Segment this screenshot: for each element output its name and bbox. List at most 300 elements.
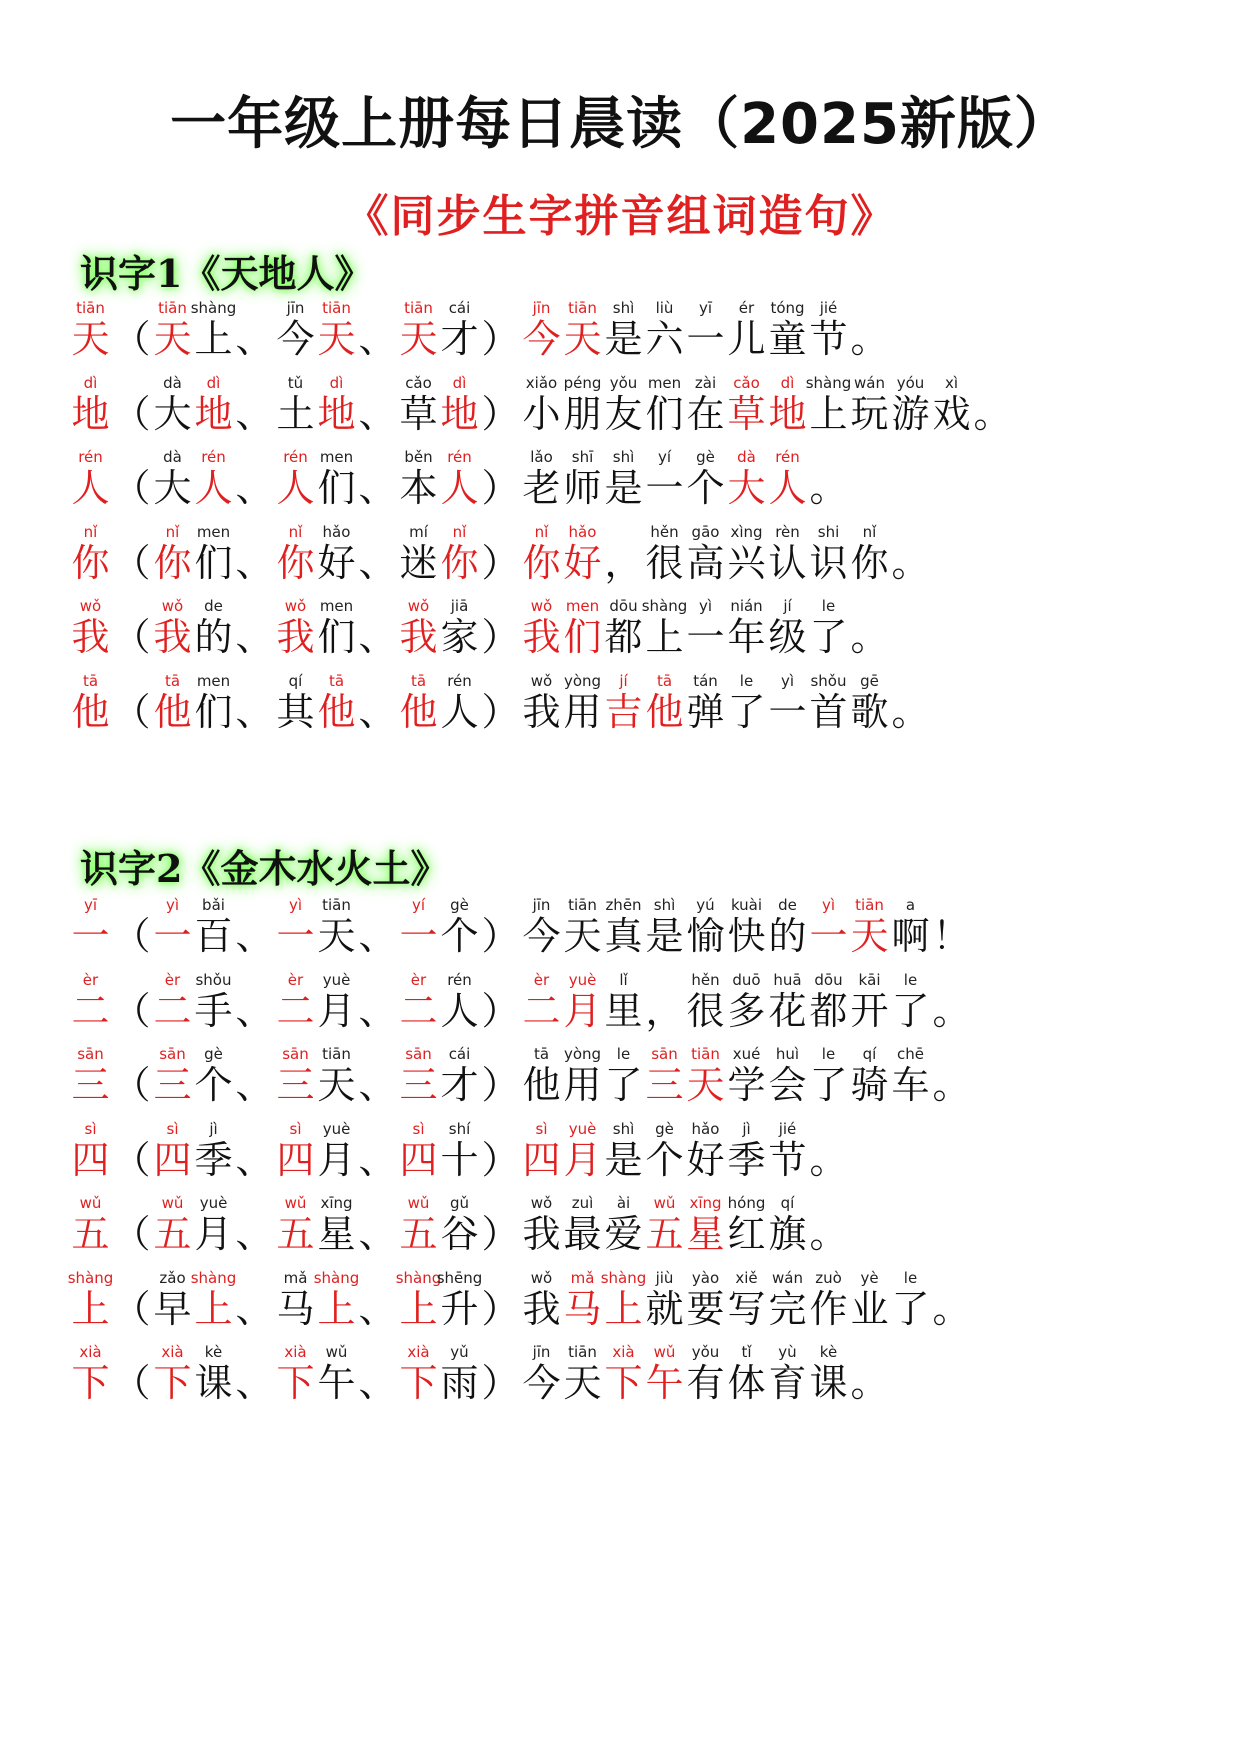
hanzi-char: 三 <box>399 1063 438 1107</box>
pinyin-label: shàng <box>641 597 688 615</box>
hanzi-char: 他 <box>399 689 438 734</box>
char-unit <box>439 671 480 751</box>
pinyin-label: gē <box>860 671 879 690</box>
hanzi-char: 就 <box>645 1286 684 1331</box>
hanzi-char: 地 <box>194 391 233 436</box>
pinyin-label: chē <box>897 1045 924 1063</box>
hanzi-char: 、 <box>235 317 274 361</box>
pinyin-label: shàng <box>190 299 237 317</box>
pinyin-label: èr <box>164 970 181 989</box>
pinyin-label: ér <box>738 299 755 317</box>
hanzi-char: 雨 <box>440 1361 479 1405</box>
pinyin-label: tǐ <box>741 1343 752 1361</box>
hanzi-char: （ <box>112 914 151 958</box>
hanzi-char: 天 <box>850 914 889 958</box>
char-unit <box>439 373 480 453</box>
pinyin-label: shì <box>653 896 676 914</box>
char-unit <box>70 1119 111 1199</box>
hanzi-char: 一 <box>153 914 192 958</box>
char-unit <box>767 1193 808 1273</box>
hanzi-char: 了 <box>809 1063 848 1107</box>
hanzi-char: （ <box>112 466 151 510</box>
hanzi-char: ） <box>481 391 520 436</box>
pinyin-label: cái <box>448 299 471 317</box>
char-unit <box>439 1193 480 1273</box>
pinyin-label: liù <box>655 299 674 317</box>
pinyin-label: le <box>821 597 836 615</box>
pinyin-label: gè <box>450 896 469 914</box>
hanzi-char: 骑 <box>850 1063 889 1107</box>
page-subtitle: 《同步生字拼音组词造句》 <box>344 191 897 242</box>
pinyin-label: tiān <box>322 299 351 317</box>
char-unit <box>436 1268 483 1348</box>
hanzi-char: （ <box>112 1286 151 1331</box>
hanzi-char: 天 <box>563 914 602 958</box>
pinyin-label: jiù <box>655 1268 674 1287</box>
hanzi-char: 五 <box>276 1212 315 1256</box>
hanzi-char: 好 <box>563 540 602 585</box>
section-heading-2: 识字2《金木水火土》 <box>80 846 449 891</box>
pinyin-label: le <box>821 1045 836 1063</box>
pinyin-label: yī <box>698 299 713 317</box>
hanzi-char: 、 <box>358 540 397 585</box>
hanzi-char: 上 <box>317 1286 356 1331</box>
hanzi-char: 。 <box>891 540 930 585</box>
pinyin-label: shàng <box>190 1268 237 1287</box>
pinyin-label: tǔ <box>287 373 304 392</box>
pinyin-label: qí <box>862 1045 877 1063</box>
char-unit <box>316 1044 357 1124</box>
hanzi-char: 天 <box>153 317 192 361</box>
hanzi-char: 、 <box>358 1286 397 1331</box>
char-unit <box>931 1268 972 1348</box>
char-unit <box>439 1119 480 1199</box>
pinyin-label: wǒ <box>79 597 102 615</box>
hanzi-char: 愉 <box>686 914 725 958</box>
hanzi-char: 学 <box>727 1063 766 1107</box>
hanzi-char: 我 <box>399 615 438 659</box>
hanzi-char: 花 <box>768 988 807 1033</box>
pinyin-label: yù <box>778 1343 797 1361</box>
pinyin-label: sì <box>412 1119 425 1138</box>
hanzi-char: 啊 <box>891 914 930 958</box>
pinyin-label: nǐ <box>452 522 467 541</box>
pinyin-label: le <box>903 1268 918 1287</box>
hanzi-char: 。 <box>932 988 971 1033</box>
hanzi-char: 上 <box>645 615 684 659</box>
hanzi-char: 课 <box>194 1361 233 1405</box>
pinyin-label: wǔ <box>653 1194 676 1212</box>
hanzi-char: （ <box>112 1137 151 1182</box>
hanzi-char: 、 <box>235 391 274 436</box>
hanzi-char: 今 <box>522 914 561 958</box>
pinyin-label: yuè <box>322 1119 351 1138</box>
hanzi-char: 四 <box>153 1137 192 1182</box>
pinyin-label: zuò <box>815 1268 842 1287</box>
hanzi-char: 五 <box>399 1212 438 1256</box>
pinyin-label: sì <box>84 1119 97 1138</box>
pinyin-label: cái <box>448 1045 471 1063</box>
pinyin-label: yǒu <box>691 1343 720 1361</box>
pinyin-label: men <box>647 373 682 392</box>
pinyin-label: zǎo <box>159 1268 186 1287</box>
char-unit <box>808 1119 849 1199</box>
pinyin-label: tā <box>410 671 427 690</box>
pinyin-label: yí <box>657 448 672 466</box>
hanzi-char: 了 <box>891 1286 930 1331</box>
hanzi-char: 。 <box>809 1137 848 1182</box>
hanzi-char: 们 <box>194 689 233 734</box>
pinyin-label: shàng <box>805 373 852 392</box>
hanzi-char: 了 <box>604 1063 643 1107</box>
hanzi-char: 地 <box>768 391 807 436</box>
pinyin-label: tā <box>82 671 99 690</box>
char-unit <box>439 447 480 527</box>
pinyin-label: nǐ <box>288 522 303 541</box>
hanzi-char: 四 <box>399 1137 438 1182</box>
pinyin-label: ài <box>616 1194 631 1212</box>
char-unit <box>70 970 111 1050</box>
pinyin-label: nián <box>730 597 763 615</box>
char-unit <box>316 522 357 602</box>
pinyin-label: shǒu <box>810 671 847 690</box>
char-unit <box>193 895 234 975</box>
hanzi-char: 童 <box>768 317 807 361</box>
pinyin-label: yì <box>821 896 836 914</box>
char-unit <box>316 1342 357 1422</box>
hanzi-char: 地 <box>440 391 479 436</box>
hanzi-char: 高 <box>686 540 725 585</box>
char-unit <box>70 671 111 751</box>
hanzi-char: 天 <box>317 317 356 361</box>
hanzi-char: 一 <box>71 914 110 958</box>
char-unit <box>439 895 480 975</box>
hanzi-char: 、 <box>235 1063 274 1107</box>
pinyin-label: nǐ <box>165 522 180 541</box>
hanzi-char: 地 <box>71 391 110 436</box>
hanzi-char: 三 <box>153 1063 192 1107</box>
char-unit <box>439 970 480 1050</box>
hanzi-char: ） <box>481 689 520 734</box>
pinyin-label: dōu <box>814 970 843 989</box>
pinyin-label: wǔ <box>407 1194 430 1212</box>
char-unit <box>931 895 972 975</box>
char-unit <box>70 895 111 975</box>
hanzi-char: 个 <box>440 914 479 958</box>
hanzi-char: （ <box>112 988 151 1033</box>
hanzi-char: 、 <box>358 1137 397 1182</box>
hanzi-char: 育 <box>768 1361 807 1405</box>
hanzi-char: 朋 <box>563 391 602 436</box>
pinyin-label: wán <box>772 1268 803 1287</box>
pinyin-label: shàng <box>395 1268 442 1287</box>
char-unit <box>316 970 357 1050</box>
hanzi-char: 节 <box>809 317 848 361</box>
pinyin-label: yì <box>698 597 713 615</box>
pinyin-label: jì <box>209 1119 218 1138</box>
hanzi-char: 天 <box>317 1063 356 1107</box>
pinyin-label: tiān <box>568 896 597 914</box>
pinyin-label: kè <box>819 1343 838 1361</box>
hanzi-char: 地 <box>317 391 356 436</box>
pinyin-label: tā <box>533 1045 550 1063</box>
hanzi-char: 很 <box>645 540 684 585</box>
hanzi-char: 人 <box>440 988 479 1033</box>
pinyin-label: sān <box>651 1045 678 1063</box>
hanzi-char: 星 <box>317 1212 356 1256</box>
hanzi-char: 星 <box>686 1212 725 1256</box>
hanzi-char: 我 <box>522 689 561 734</box>
pinyin-label: yuè <box>568 1119 597 1138</box>
char-unit <box>767 1119 808 1199</box>
hanzi-char: 天 <box>399 317 438 361</box>
hanzi-char: 草 <box>399 391 438 436</box>
char-unit <box>890 970 931 1050</box>
hanzi-char: 我 <box>71 615 110 659</box>
char-unit <box>316 373 357 453</box>
pinyin-label: shàng <box>313 1268 360 1287</box>
hanzi-char: 们 <box>317 615 356 659</box>
pinyin-label: yòng <box>563 1045 602 1063</box>
pinyin-label: tiān <box>568 299 597 317</box>
hanzi-char: 二 <box>276 988 315 1033</box>
pinyin-label: wǔ <box>653 1343 676 1361</box>
hanzi-char: 他 <box>645 689 684 734</box>
hanzi-char: 、 <box>235 689 274 734</box>
hanzi-char: 上 <box>71 1286 110 1331</box>
hanzi-char: 上 <box>194 317 233 361</box>
pinyin-label: tā <box>164 671 181 690</box>
char-unit <box>70 1193 111 1273</box>
hanzi-char: 人 <box>768 466 807 510</box>
hanzi-char: 课 <box>809 1361 848 1405</box>
hanzi-char: 马 <box>563 1286 602 1331</box>
char-unit <box>808 596 849 676</box>
hanzi-char: 了 <box>809 615 848 659</box>
pinyin-label: wǔ <box>325 1343 348 1361</box>
hanzi-char: 最 <box>563 1212 602 1256</box>
hanzi-char: 好 <box>317 540 356 585</box>
char-unit <box>562 522 603 602</box>
char-unit <box>439 1342 480 1422</box>
hanzi-char: 上 <box>604 1286 643 1331</box>
hanzi-char: 用 <box>563 1063 602 1107</box>
char-unit <box>316 1119 357 1199</box>
hanzi-char: 用 <box>563 689 602 734</box>
hanzi-char: 我 <box>522 615 561 659</box>
hanzi-char: 、 <box>235 1212 274 1256</box>
hanzi-char: 人 <box>440 689 479 734</box>
hanzi-char: 下 <box>71 1361 110 1405</box>
hanzi-char: 大 <box>153 466 192 510</box>
pinyin-label: nǐ <box>534 522 549 541</box>
hanzi-char: 首 <box>809 689 848 734</box>
pinyin-label: sān <box>77 1045 104 1063</box>
pinyin-label: rén <box>283 448 308 466</box>
pinyin-label: yì <box>165 896 180 914</box>
hanzi-char: 二 <box>153 988 192 1033</box>
pinyin-label: wǒ <box>530 671 553 690</box>
hanzi-char: 、 <box>358 988 397 1033</box>
char-unit <box>439 1044 480 1124</box>
char-unit <box>316 671 357 751</box>
hanzi-char: 、 <box>235 1361 274 1405</box>
hanzi-char: 真 <box>604 914 643 958</box>
pinyin-label: gǔ <box>449 1194 470 1212</box>
pinyin-label: dì <box>83 373 98 392</box>
hanzi-char: 写 <box>727 1286 766 1331</box>
hanzi-char: ） <box>481 1361 520 1405</box>
pinyin-label: wǔ <box>161 1194 184 1212</box>
pinyin-label: rén <box>201 448 226 466</box>
char-unit <box>70 1342 111 1422</box>
char-unit <box>193 447 234 527</box>
hanzi-char: 玩 <box>850 391 889 436</box>
hanzi-char: 、 <box>235 615 274 659</box>
pinyin-label: qí <box>780 1194 795 1212</box>
hanzi-char: 、 <box>235 1137 274 1182</box>
hanzi-char: 他 <box>71 689 110 734</box>
char-unit <box>808 1193 849 1273</box>
char-unit <box>849 522 890 602</box>
hanzi-char: ） <box>481 1286 520 1331</box>
pinyin-label: hóng <box>727 1194 766 1212</box>
hanzi-char: 兴 <box>727 540 766 585</box>
hanzi-char: 、 <box>235 540 274 585</box>
hanzi-char: 师 <box>563 466 602 510</box>
pinyin-label: gè <box>655 1119 674 1138</box>
hanzi-char: 草 <box>727 391 766 436</box>
pinyin-label: kāi <box>858 970 881 989</box>
pinyin-label: nǐ <box>862 522 877 541</box>
pinyin-label: lǐ <box>619 970 628 989</box>
hanzi-char: 人 <box>194 466 233 510</box>
hanzi-char: 年 <box>727 615 766 659</box>
pinyin-label: yī <box>83 896 98 914</box>
hanzi-char: 游 <box>891 391 930 436</box>
pinyin-label: èr <box>82 970 99 989</box>
pinyin-label: sì <box>289 1119 302 1138</box>
char-unit <box>439 596 480 676</box>
char-unit <box>849 671 890 751</box>
pinyin-label: yòng <box>563 671 602 690</box>
hanzi-char: 你 <box>71 540 110 585</box>
pinyin-label: shì <box>612 448 635 466</box>
char-unit <box>931 373 972 453</box>
hanzi-char: 红 <box>727 1212 766 1256</box>
hanzi-char: ） <box>481 540 520 585</box>
pinyin-label: xīng <box>320 1194 353 1212</box>
hanzi-char: 月 <box>317 988 356 1033</box>
hanzi-char: 今 <box>276 317 315 361</box>
hanzi-char: （ <box>112 1361 151 1405</box>
pinyin-label: yuè <box>322 970 351 989</box>
pinyin-label: tiān <box>568 1343 597 1361</box>
hanzi-char: 识 <box>809 540 848 585</box>
hanzi-char: 才 <box>440 1063 479 1107</box>
pinyin-label: yí <box>411 896 426 914</box>
pinyin-label: hěn <box>650 522 679 541</box>
hanzi-char: 都 <box>604 615 643 659</box>
pinyin-label: le <box>616 1045 631 1063</box>
hanzi-char: 车 <box>891 1063 930 1107</box>
char-unit <box>70 447 111 527</box>
pinyin-label: dì <box>780 373 795 392</box>
pinyin-label: xià <box>284 1343 307 1361</box>
char-unit <box>316 298 357 378</box>
pinyin-label: dì <box>452 373 467 392</box>
hanzi-char: （ <box>112 1212 151 1256</box>
hanzi-char: 一 <box>276 914 315 958</box>
pinyin-label: nǐ <box>83 522 98 541</box>
pinyin-label: jīn <box>532 896 551 914</box>
hanzi-char: 是 <box>604 466 643 510</box>
hanzi-char: 多 <box>727 988 766 1033</box>
pinyin-label: jí <box>619 671 628 690</box>
char-unit <box>70 1044 111 1124</box>
hanzi-char: 体 <box>727 1361 766 1405</box>
hanzi-char: 五 <box>153 1212 192 1256</box>
hanzi-char: （ <box>112 391 151 436</box>
hanzi-char: 上 <box>194 1286 233 1331</box>
pinyin-label: wǒ <box>161 597 184 615</box>
hanzi-char: 要 <box>686 1286 725 1331</box>
char-unit <box>808 1342 849 1422</box>
hanzi-char: 了 <box>727 689 766 734</box>
pinyin-label: tiān <box>322 896 351 914</box>
pinyin-label: rén <box>447 671 472 690</box>
hanzi-char: 。 <box>932 1286 971 1331</box>
hanzi-char: （ <box>112 317 151 361</box>
char-unit <box>70 522 111 602</box>
hanzi-char: 四 <box>71 1137 110 1182</box>
hanzi-char: 你 <box>850 540 889 585</box>
hanzi-char: 其 <box>276 689 315 734</box>
hanzi-char: 五 <box>71 1212 110 1256</box>
hanzi-char: 、 <box>235 1286 274 1331</box>
hanzi-char: 他 <box>153 689 192 734</box>
hanzi-char: ， <box>645 988 684 1033</box>
char-unit <box>70 298 111 378</box>
hanzi-char: 里 <box>604 988 643 1033</box>
hanzi-char: 人 <box>276 466 315 510</box>
hanzi-char: 天 <box>686 1063 725 1107</box>
pinyin-label: xīng <box>689 1194 722 1212</box>
pinyin-label: mǎ <box>570 1268 595 1287</box>
pinyin-label: gè <box>696 448 715 466</box>
hanzi-char: ） <box>481 317 520 361</box>
hanzi-char: 一 <box>686 317 725 361</box>
hanzi-char: 一 <box>686 615 725 659</box>
hanzi-char: 下 <box>276 1361 315 1405</box>
pinyin-label: kuài <box>730 896 763 914</box>
hanzi-char: 才 <box>440 317 479 361</box>
hanzi-char: 月 <box>563 1137 602 1182</box>
pinyin-label: de <box>204 597 223 615</box>
char-unit <box>193 596 234 676</box>
char-unit <box>890 522 931 602</box>
pinyin-label: yǒu <box>609 373 638 392</box>
pinyin-label: jié <box>778 1119 797 1138</box>
pinyin-label: tiān <box>404 299 433 317</box>
hanzi-char: 午 <box>317 1361 356 1405</box>
hanzi-char: 节 <box>768 1137 807 1182</box>
pinyin-label: zhēn <box>605 896 642 914</box>
hanzi-char: 。 <box>809 1212 848 1256</box>
hanzi-char: 季 <box>194 1137 233 1182</box>
hanzi-char: 季 <box>727 1137 766 1182</box>
hanzi-char: 手 <box>194 988 233 1033</box>
